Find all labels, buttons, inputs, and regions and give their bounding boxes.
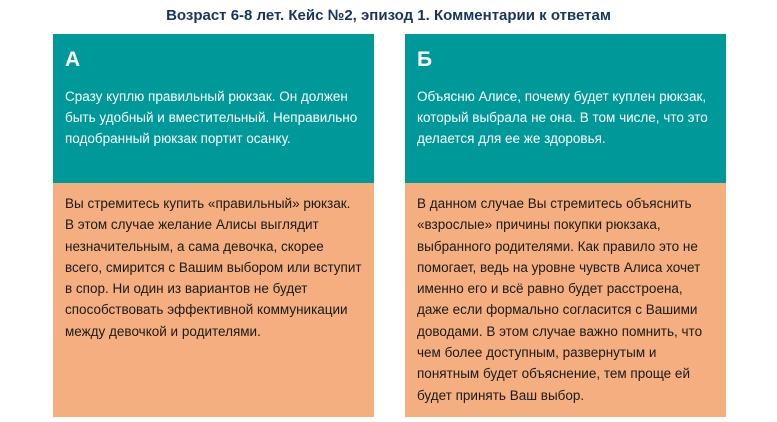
answer-card-a-comment: Вы стремитесь купить «правильный» рюкзак. В этом случае желание Алисы выглядит незначительным, а сама девочка, скорее всего, смирится с Вашим выбором или вступит в спор. Ни один из вариантов не будет способствовать эффективной коммуникации между девочкой и родителями. <box>53 183 374 417</box>
answer-card-a-text: Сразу куплю правильный рюкзак. Он должен быть удобный и вместительный. Неправильно подобранный рюкзак портит осанку. <box>65 89 358 146</box>
answer-card-a-header <box>53 34 374 183</box>
answer-card-a-letter: А <box>65 48 81 71</box>
page-title: Возраст 6-8 лет. Кейс №2, эпизод 1. Комментарии к ответам <box>166 7 611 24</box>
answer-card-b-comment: В данном случае Вы стремитесь объяснить «взрослые» причины покупки рюкзака, выбранного родителями. Как правило это не помогает, ведь на уровне чувств Алиса хочет именно его и всё равно будет расстроена, даже если формально согласится с Вашими доводами. В этом случае важно помнить, что чем более доступным, развернутым и понятным будет объяснение, тем проще ей будет принять Ваш выбор. <box>405 183 726 417</box>
answer-card-b <box>405 34 726 417</box>
answer-card-b-text: Объясню Алисе, почему будет куплен рюкзак, который выбрала не она. В том числе, что это делается для ее же здоровья. <box>417 89 708 146</box>
answer-card-a <box>53 34 374 417</box>
answer-card-b-header <box>405 34 726 183</box>
answer-card-b-letter: Б <box>417 48 433 71</box>
